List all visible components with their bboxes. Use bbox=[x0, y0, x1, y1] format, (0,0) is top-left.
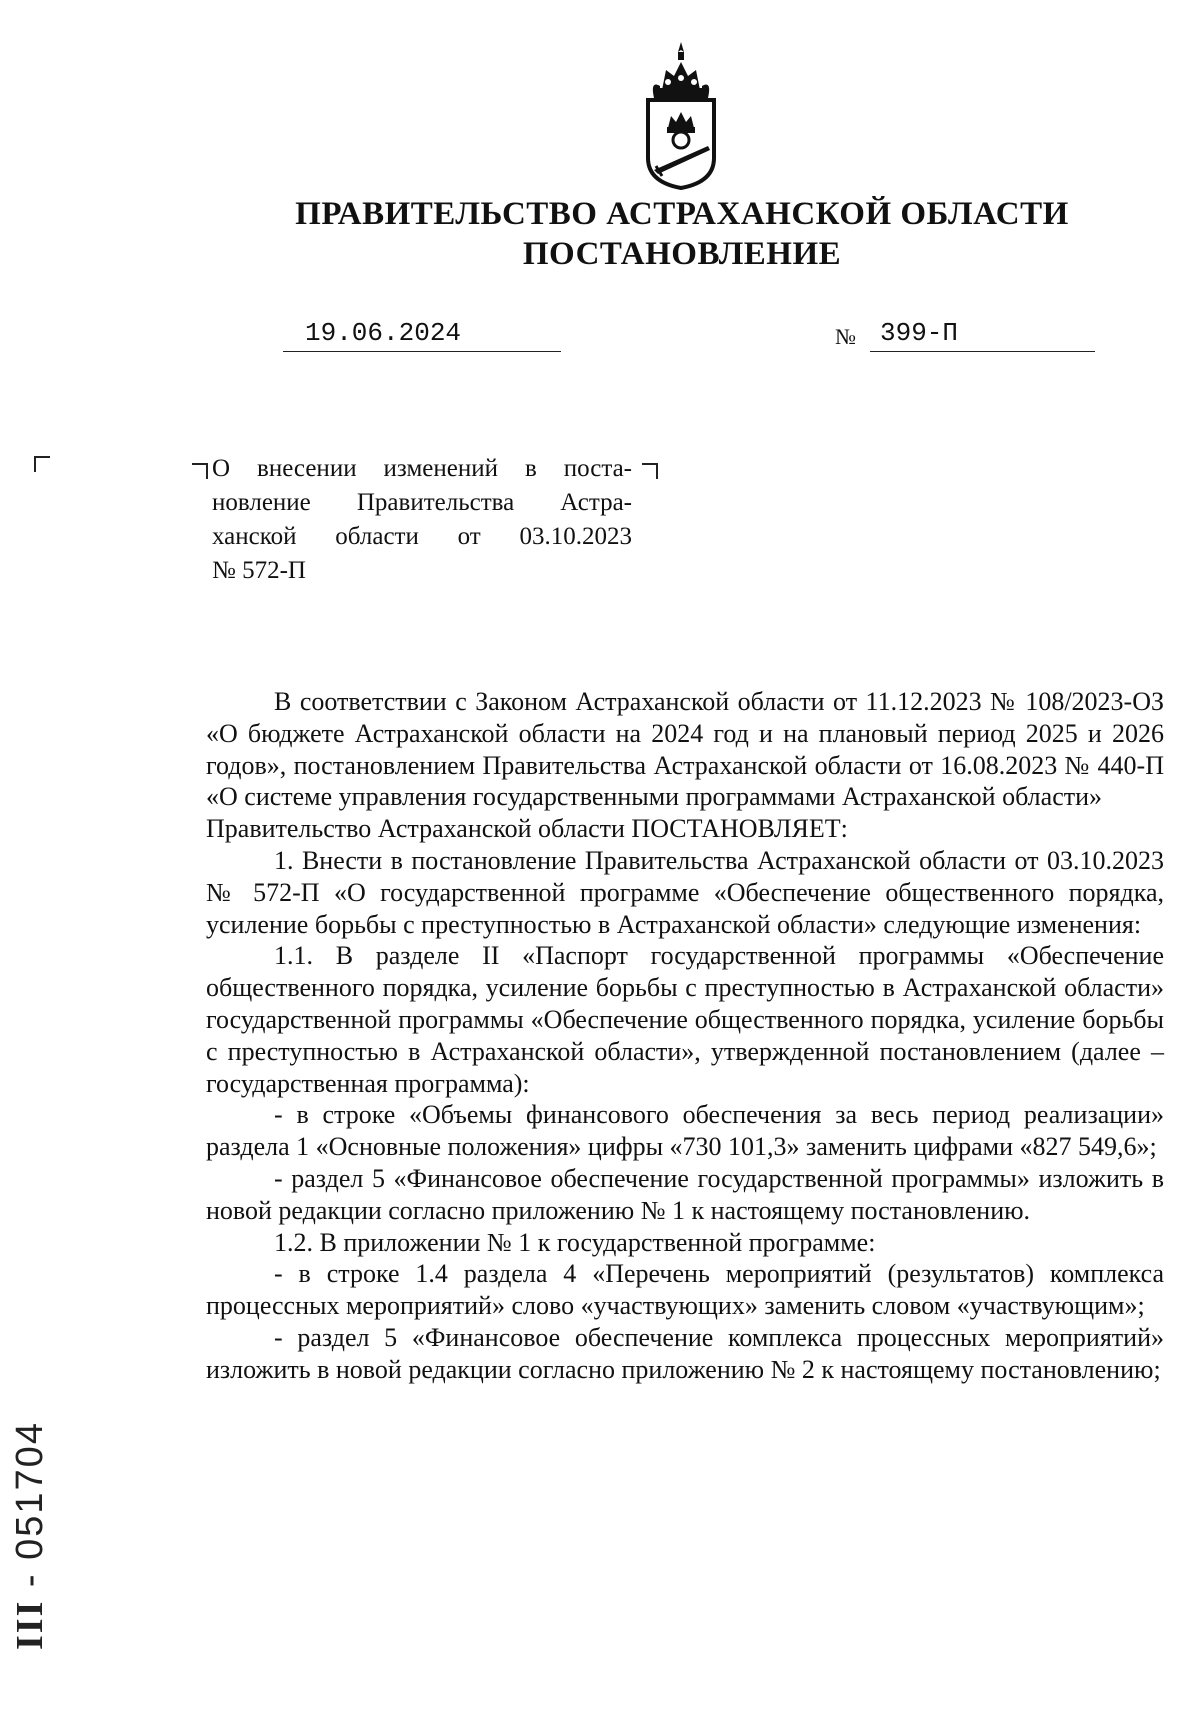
paragraph: - в строке 1.4 раздела 4 «Перечень мероприятий (результатов) комплекса процессных мероприятий» слово «участвующих» заменить словом «участвующим»; bbox=[206, 1259, 1164, 1321]
paragraph: 1.2. В приложении № 1 к государственной программе: bbox=[274, 1227, 876, 1257]
subject-line: ханской области от 03.10.2023 bbox=[212, 523, 632, 550]
document-date: 19.06.2024 bbox=[283, 318, 561, 352]
coat-of-arms-icon bbox=[640, 40, 722, 190]
paragraph: - раздел 5 «Финансовое обеспечение государственной программы» изложить в новой редакции согласно приложению № 1 к настоящему постановлению. bbox=[206, 1163, 1164, 1225]
paragraph: 1.1. В разделе II «Паспорт государственной программы «Обеспечение общественного порядка, усиление борьбы с преступностью в Астраханской области» государственной программы «Обеспечение общественного порядка, усиление борьбы с преступностью в Астраханской области», утвержденной постановлением (далее – государственная программа): bbox=[206, 941, 1164, 1098]
corner-mark-icon bbox=[642, 463, 658, 479]
paragraph: Правительство Астраханской области ПОСТАНОВЛЯЕТ: bbox=[206, 814, 848, 844]
paragraph: 1. Внести в постановление Правительства Астраханской области от 03.10.2023 № 572-П «О государственной программе «Обеспечение общественного порядка, усиление борьбы с преступностью в Астраханской области» следующие изменения: bbox=[206, 845, 1164, 939]
subject-line: О внесении изменений в поста- bbox=[212, 455, 632, 482]
subject-line: № 572-П bbox=[212, 557, 306, 584]
document-number: 399-П bbox=[870, 318, 1095, 352]
serial-prefix: III bbox=[9, 1599, 51, 1650]
doc-type-title: ПОСТАНОВЛЕНИЕ bbox=[522, 236, 842, 272]
subject-line: новление Правительства Астра- bbox=[212, 489, 632, 516]
paragraph: - раздел 5 «Финансовое обеспечение комплекса процессных мероприятий» изложить в новой редакции согласно приложению № 2 к настоящему постановлению; bbox=[206, 1322, 1164, 1384]
document-body bbox=[206, 686, 1164, 1386]
paragraph: - в строке «Объемы финансового обеспечения за весь период реализации» раздела 1 «Основные положения» цифры «730 101,3» заменить цифрами «827 549,6»; bbox=[206, 1100, 1164, 1162]
org-title: ПРАВИТЕЛЬСТВО АСТРАХАНСКОЙ ОБЛАСТИ bbox=[295, 196, 1069, 232]
corner-mark-icon bbox=[34, 456, 50, 472]
corner-mark-icon bbox=[192, 463, 208, 479]
document-subject bbox=[212, 452, 632, 588]
paragraph: В соответствии с Законом Астраханской области от 11.12.2023 № 108/2023-ОЗ «О бюджете Астраханской области на 2024 год и на плановый период 2025 и 2026 годов», постановлением Правительства Астраханской области от 16.08.2023 № 440-П «О системе управления государственными программами Астраханской области» bbox=[206, 687, 1164, 812]
serial-code bbox=[8, 1421, 58, 1650]
number-sign: № bbox=[835, 324, 856, 349]
serial-number: - 051704 bbox=[9, 1421, 51, 1588]
